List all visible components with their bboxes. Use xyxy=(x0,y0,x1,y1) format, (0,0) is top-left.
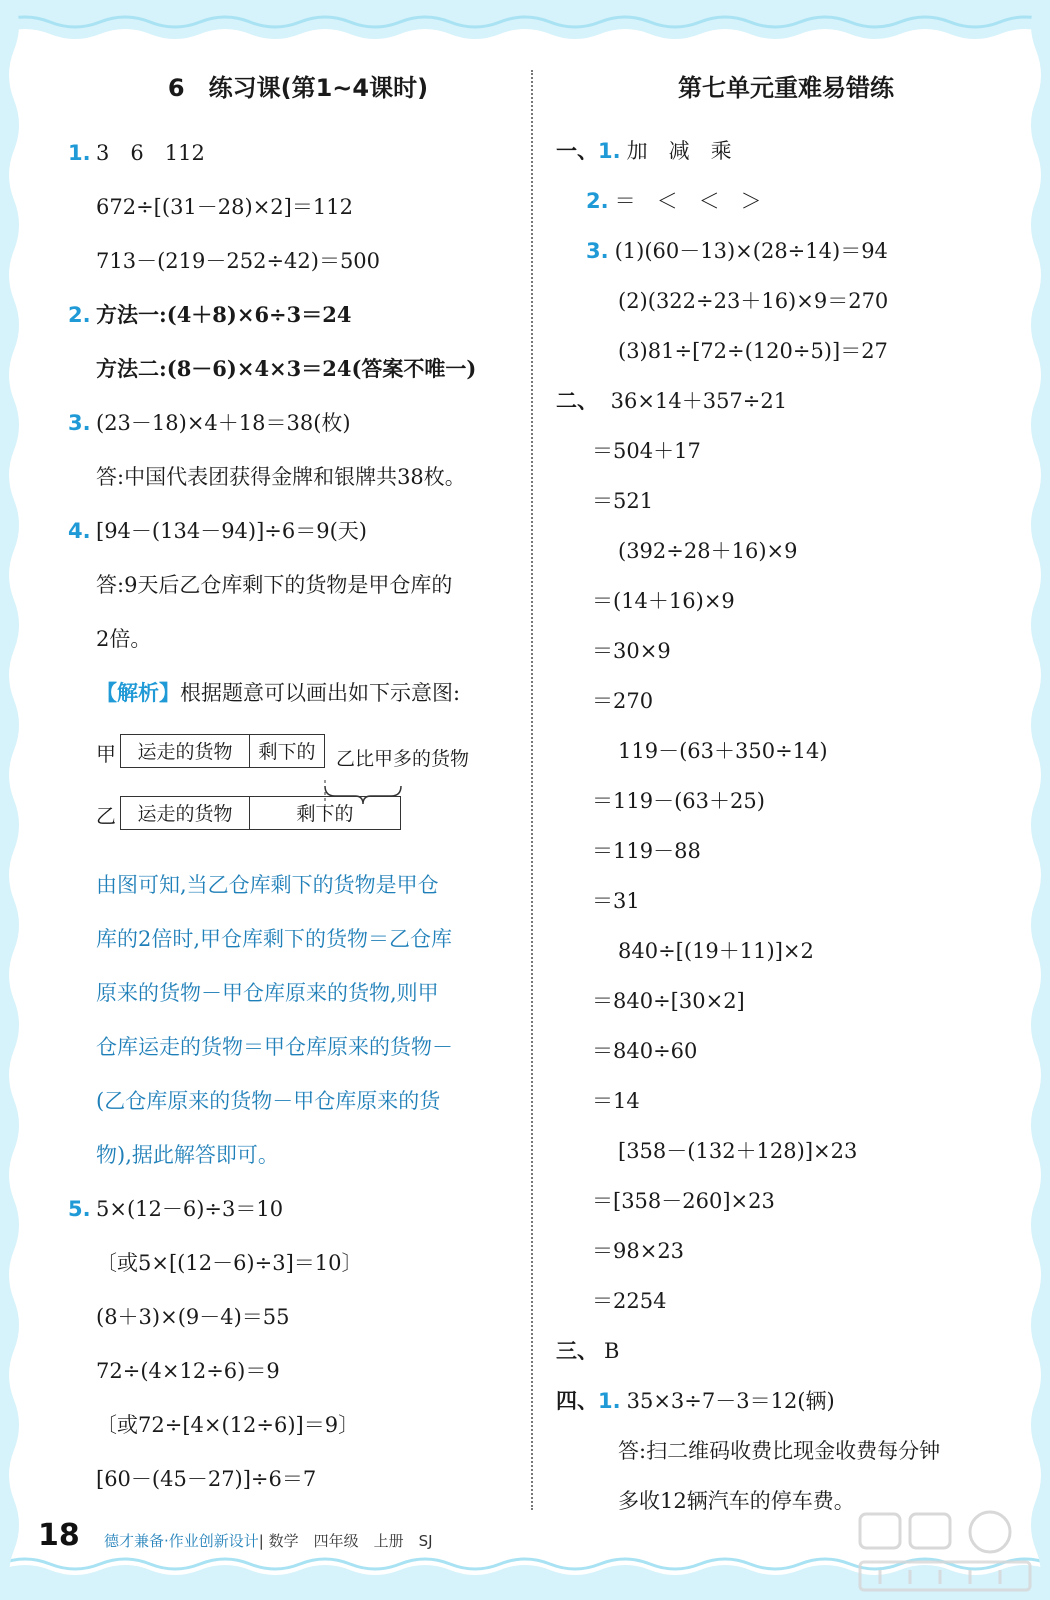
answer-line xyxy=(556,126,1016,176)
answer-line xyxy=(556,876,1016,926)
footer-book-title: 德才兼备·作业创新设计 xyxy=(104,1532,259,1550)
analysis-tag: 【解析】 xyxy=(96,680,180,705)
question-number: 1. xyxy=(68,141,91,165)
answer-line xyxy=(556,926,1016,976)
left-answer-lines xyxy=(68,126,518,666)
answer-line xyxy=(68,558,518,612)
analysis-line xyxy=(68,666,518,720)
answer-line xyxy=(68,288,518,342)
answer-text: 方法二:(8－6)×4×3＝24(答案不唯一) xyxy=(96,356,477,381)
question-number: 4. xyxy=(68,519,91,543)
answer-text: 840÷[(19＋11)]×2 xyxy=(618,939,814,963)
answer-text: B xyxy=(604,1339,620,1363)
answer-text: 672÷[(31－28)×2]＝112 xyxy=(96,195,353,219)
answer-text: (1)(60－13)×(28÷14)＝94 xyxy=(614,239,888,263)
answer-line xyxy=(556,576,1016,626)
analysis-text: 根据题意可以画出如下示意图: xyxy=(180,681,461,705)
answer-text: ＝521 xyxy=(592,489,654,513)
answer-line xyxy=(556,1376,1016,1426)
question-number: 3. xyxy=(68,411,91,435)
answer-line xyxy=(556,626,1016,676)
answer-text: [358－(132＋128)]×23 xyxy=(618,1139,858,1163)
wavy-border-right xyxy=(1022,0,1050,1600)
diagram-extra-label: 乙比甲多的货物 xyxy=(336,748,470,770)
answer-text: 3 6 112 xyxy=(96,141,205,165)
answer-line xyxy=(68,1236,518,1290)
answer-text: ＝840÷[30×2] xyxy=(592,989,745,1013)
answer-text: ＝30×9 xyxy=(592,639,671,663)
answer-text: (2)(322÷23＋16)×9＝270 xyxy=(618,289,889,313)
answer-line xyxy=(556,676,1016,726)
question-number: 5. xyxy=(68,1197,91,1221)
answer-text: 35×3÷7－3＝12(辆) xyxy=(626,1389,835,1413)
answer-text: (23－18)×4＋18＝38(枚) xyxy=(96,411,351,435)
answer-text: 答:9天后乙仓库剩下的货物是甲仓库的 xyxy=(96,573,453,597)
diagram-jia-moved-box: 运走的货物 xyxy=(120,734,250,768)
answer-text: ＝98×23 xyxy=(592,1239,685,1263)
right-answer-lines xyxy=(556,126,1016,1526)
answer-line xyxy=(68,450,518,504)
answer-text: 5×(12－6)÷3＝10 xyxy=(96,1197,284,1221)
answer-line xyxy=(556,526,1016,576)
column-divider xyxy=(531,70,533,1510)
answer-text: ＝504＋17 xyxy=(592,439,701,463)
answer-text: ＝270 xyxy=(592,689,654,713)
question-number: 2. xyxy=(586,189,609,213)
answer-line xyxy=(556,826,1016,876)
answer-text: 加 减 乘 xyxy=(626,139,732,163)
answer-line xyxy=(68,396,518,450)
answer-line xyxy=(556,1026,1016,1076)
footer-book-info xyxy=(104,1530,433,1551)
diagram-yi-moved-box: 运走的货物 xyxy=(120,796,250,830)
diagram-jia-remaining-box: 剩下的 xyxy=(249,734,325,768)
left-column xyxy=(68,60,518,1506)
answer-line xyxy=(68,126,518,180)
answer-line xyxy=(68,342,518,396)
answer-line xyxy=(556,976,1016,1026)
answer-line xyxy=(556,1176,1016,1226)
answer-text: [94－(134－94)]÷6＝9(天) xyxy=(96,519,368,543)
answer-text: 36×14＋357÷21 xyxy=(604,389,788,413)
section-marker: 二、 xyxy=(556,388,598,413)
warehouse-diagram xyxy=(68,726,518,852)
wavy-border-top xyxy=(0,0,1050,60)
answer-line xyxy=(556,1076,1016,1126)
answer-text: 713－(219－252÷42)＝500 xyxy=(96,249,381,273)
answer-line xyxy=(556,1276,1016,1326)
right-section-title: 第七单元重难易错练 xyxy=(678,74,894,102)
answer-text: ＝119－(63＋25) xyxy=(592,789,765,813)
answer-line xyxy=(556,176,1016,226)
footer-subject: | 数学 四年级 上册 SJ xyxy=(258,1532,433,1550)
answer-text: 〔或72÷[4×(12÷6)]＝9〕 xyxy=(96,1413,360,1437)
explanation-line: 原来的货物－甲仓库原来的货物,则甲 xyxy=(96,981,439,1005)
answer-line xyxy=(556,226,1016,276)
answer-text: ＝[358－260]×23 xyxy=(592,1189,775,1213)
answer-text: ＝840÷60 xyxy=(592,1039,698,1063)
answer-line xyxy=(556,1426,1016,1476)
question-number: 1. xyxy=(598,1389,621,1413)
question-number: 2. xyxy=(68,303,91,327)
answer-text: ＝(14＋16)×9 xyxy=(592,589,735,613)
diagram-label-yi: 乙 xyxy=(96,804,116,828)
answer-text: ＝2254 xyxy=(592,1289,667,1313)
answer-line xyxy=(68,1452,518,1506)
answer-line xyxy=(68,1398,518,1452)
explanation-line: 库的2倍时,甲仓库剩下的货物＝乙仓库 xyxy=(96,927,453,951)
left-answer-lines-5 xyxy=(68,1182,518,1506)
answer-line xyxy=(556,776,1016,826)
watermark-logo xyxy=(850,1500,1040,1600)
explanation-line: 物),据此解答即可。 xyxy=(96,1143,279,1167)
answer-text: 多收12辆汽车的停车费。 xyxy=(618,1489,855,1513)
answer-text: ＝119－88 xyxy=(592,839,701,863)
answer-text: ＝ ＜ ＜ ＞ xyxy=(614,189,762,213)
section-marker: 三、 xyxy=(556,1338,598,1363)
answer-line xyxy=(556,426,1016,476)
explanation-line: (乙仓库原来的货物－甲仓库原来的货 xyxy=(96,1089,441,1113)
explanation-line: 仓库运走的货物＝甲仓库原来的货物－ xyxy=(96,1035,453,1059)
question-number: 1. xyxy=(598,139,621,163)
answer-line xyxy=(68,1290,518,1344)
wavy-border-left xyxy=(0,0,30,1600)
left-section-title: 6 练习课(第1~4课时) xyxy=(167,74,429,102)
right-column xyxy=(556,60,1016,1526)
answer-line xyxy=(556,1226,1016,1276)
diagram-yi-remaining-box: 剩下的 xyxy=(249,796,401,830)
section-marker: 一、 xyxy=(556,138,598,163)
section-marker: 四、 xyxy=(556,1388,598,1413)
answer-text: [60－(45－27)]÷6＝7 xyxy=(96,1467,317,1491)
answer-text: ＝14 xyxy=(592,1089,640,1113)
answer-text: (8＋3)×(9－4)＝55 xyxy=(96,1305,290,1329)
answer-text: 72÷(4×12÷6)＝9 xyxy=(96,1359,280,1383)
answer-line xyxy=(556,726,1016,776)
answer-line xyxy=(68,1344,518,1398)
answer-line xyxy=(68,504,518,558)
answer-line xyxy=(68,180,518,234)
analysis-explanation xyxy=(68,858,518,1182)
explanation-line: 由图可知,当乙仓库剩下的货物是甲仓 xyxy=(96,873,439,897)
answer-line xyxy=(556,376,1016,426)
answer-line xyxy=(556,1126,1016,1176)
answer-text: 答:中国代表团获得金牌和银牌共38枚。 xyxy=(96,465,466,489)
question-number: 3. xyxy=(586,239,609,263)
answer-line xyxy=(68,612,518,666)
answer-text: (3)81÷[72÷(120÷5)]＝27 xyxy=(618,339,888,363)
answer-text: 方法一:(4＋8)×6÷3＝24 xyxy=(96,302,352,327)
answer-text: 2倍。 xyxy=(96,627,152,651)
answer-line xyxy=(68,234,518,288)
answer-text: ＝31 xyxy=(592,889,640,913)
answer-text: (392÷28＋16)×9 xyxy=(618,539,798,563)
answer-line xyxy=(556,276,1016,326)
diagram-label-jia: 甲 xyxy=(96,742,116,766)
answer-text: 答:扫二维码收费比现金收费每分钟 xyxy=(618,1439,941,1463)
answer-line xyxy=(556,326,1016,376)
answer-line xyxy=(68,1182,518,1236)
answer-text: 119－(63＋350÷14) xyxy=(618,739,828,763)
page-number: 18 xyxy=(38,1518,80,1553)
answer-line xyxy=(556,1326,1016,1376)
answer-line xyxy=(556,476,1016,526)
answer-text: 〔或5×[(12－6)÷3]＝10〕 xyxy=(96,1251,363,1275)
